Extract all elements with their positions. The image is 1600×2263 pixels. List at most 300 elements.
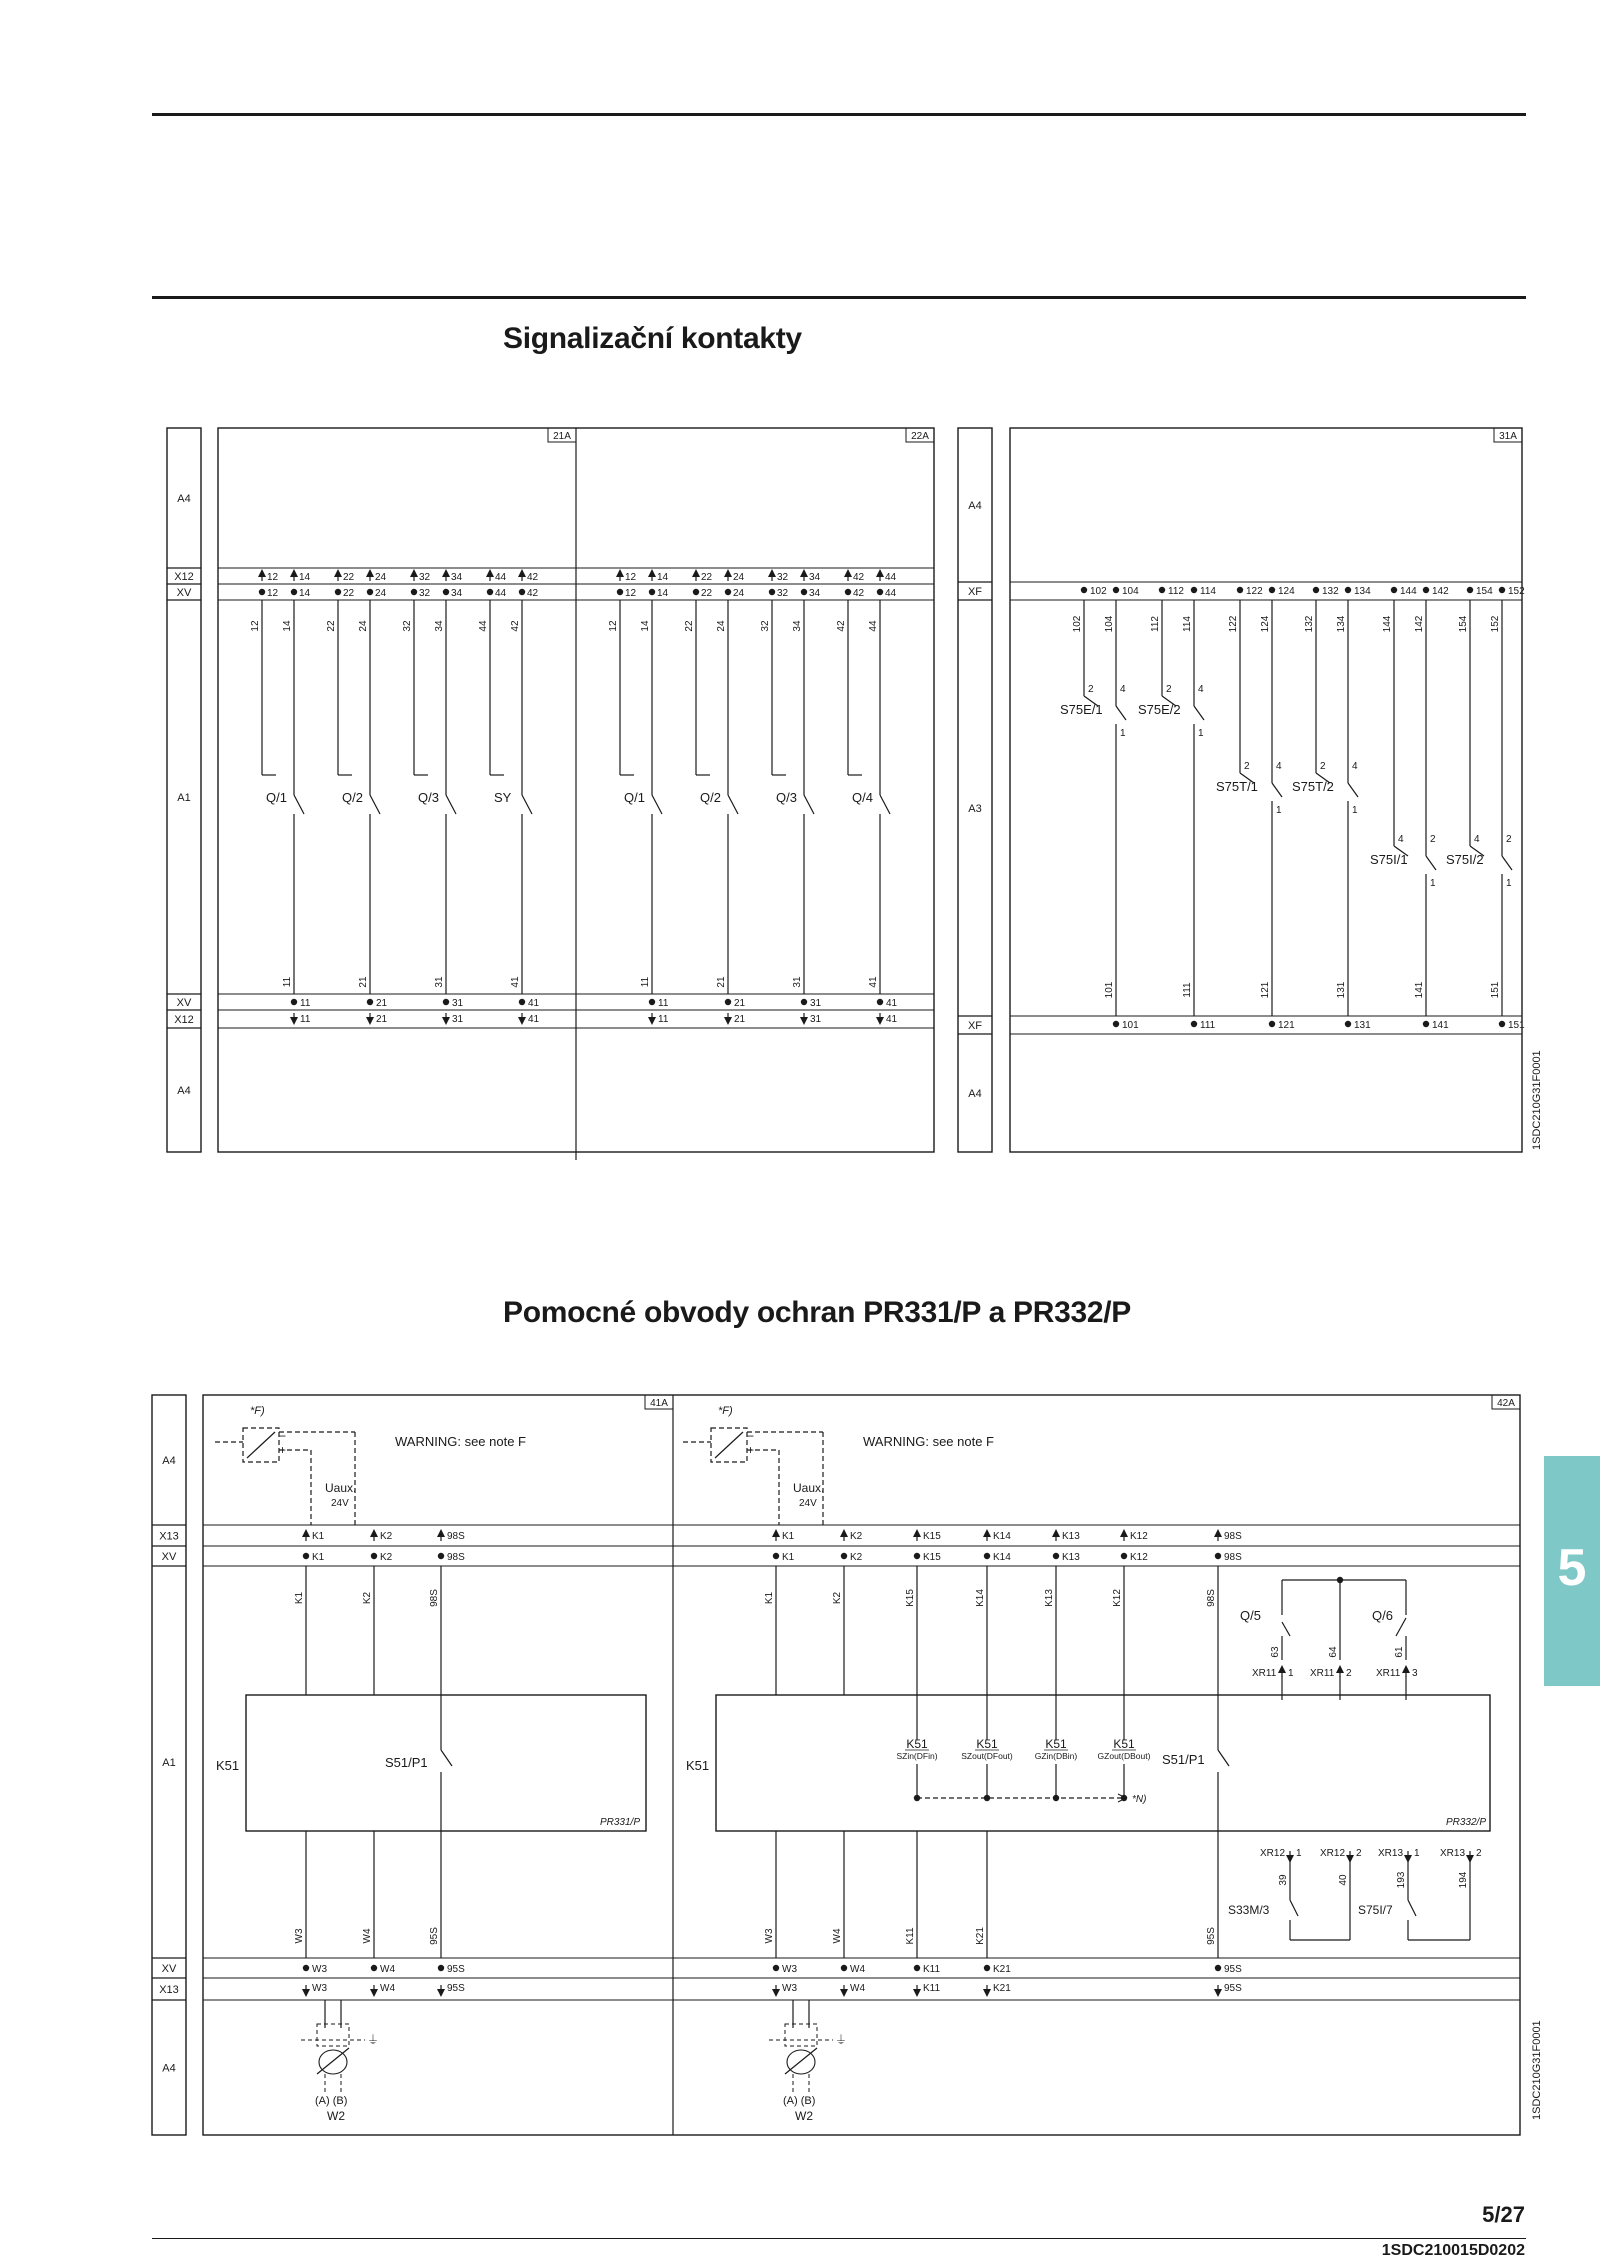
dot [1215,1965,1221,1971]
panel-tag-21a: 21A [553,431,571,442]
xr-pin: 1 [1288,1668,1294,1679]
terminal-22a-xv-44: 44 [885,588,897,599]
dot [1499,1021,1505,1027]
contact-blade [370,795,380,814]
dot [1423,587,1429,593]
terminal-42a-xv-K12: K12 [1130,1552,1148,1563]
terminal-41a-top-K2: K2 [380,1531,393,1542]
terminal-41a-xv-W3: W3 [312,1964,327,1975]
pin: 2 [1244,761,1250,772]
contact-31a-s75e/1: S75E/1 [1060,702,1103,717]
terminal-22a-xv-31: 31 [810,998,822,1009]
dot-22a-44 [877,589,883,595]
contact-blade [1408,1900,1416,1916]
terminal-42a-xv-K21: K21 [993,1964,1011,1975]
terminal-42a-top-K12: K12 [1130,1531,1148,1542]
note-f: *F) [718,1405,733,1417]
row-label-x12: X12 [174,571,194,583]
contact-blade [804,795,814,814]
psu-minus: − [747,1429,755,1443]
row-label-a1: A1 [162,1757,176,1769]
terminal-21a-top-42: 42 [527,572,539,583]
contact-blade [1290,1900,1298,1916]
pin: 4 [1398,834,1404,845]
dot [1345,1021,1351,1027]
wire-num-22a-42: 42 [836,620,847,632]
wire-num-31a-134: 134 [1336,615,1347,633]
section-heading-aux-circuits: Pomocné obvody ochran PR331/P a PR332/P [503,1296,1131,1329]
xr-pin: 2 [1476,1848,1482,1859]
wire-num-42a-K21: K21 [975,1927,986,1945]
contact-blade [441,1750,452,1766]
psu-plus: + [279,1443,287,1457]
terminal-22a-top-42: 42 [853,572,865,583]
wire-num-31a-151: 151 [1490,981,1501,999]
dot [984,1553,990,1559]
dot [1499,587,1505,593]
terminal-41a-xv-95S: 95S [447,1964,465,1975]
zone-relay-label: K51 [1045,1737,1067,1751]
dot [801,999,807,1005]
wire-num-31a-104: 104 [1104,615,1115,633]
terminal-42a-x13-W4: W4 [850,1983,865,1994]
xr-label: XR13 [1378,1848,1404,1859]
wire-num-31a-131: 131 [1336,981,1347,999]
terminal-22a-xv-32: 32 [777,588,789,599]
s-num: 194 [1458,1871,1469,1889]
dot [649,999,655,1005]
trip-unit-box-pr331 [246,1695,646,1831]
sensor-wire-label: W2 [327,2109,345,2123]
terminal-21a-xv-42: 42 [527,588,539,599]
terminal-31a-top-122: 122 [1246,586,1263,597]
terminal-22a-xv-11: 11 [658,998,669,1009]
q-num: 63 [1270,1646,1281,1658]
terminal-31a-xf-131: 131 [1354,1020,1371,1031]
dot [725,999,731,1005]
terminal-41a-x13-W4: W4 [380,1983,395,1994]
wire-num-31a-124: 124 [1260,615,1271,633]
contact-s51: S51/P1 [1162,1752,1205,1767]
terminal-22a-xv-41: 41 [886,998,898,1009]
terminal-22a-xv-34: 34 [809,588,821,599]
unit-label-pr332: PR332/P [1445,1817,1486,1828]
q-num: 64 [1328,1646,1339,1658]
wire-num-41a-95S: 95S [429,1927,440,1945]
wire-num-31a-141: 141 [1414,981,1425,999]
chapter-tab-number: 5 [1557,1539,1587,1597]
terminal-21a-xv-24: 24 [375,588,387,599]
terminal-22a-xv-14: 14 [657,588,669,599]
row-label-right-xf: XF [967,1020,983,1032]
note-n: *N) [1132,1794,1147,1805]
wire-num-21a-11: 11 [282,976,293,988]
wire-num-42a-95S: 95S [1206,1927,1217,1945]
row-label-right-xf: XF [967,586,983,598]
terminal-22a-top-12: 12 [625,572,637,583]
contact-31a-s75t/1: S75T/1 [1216,779,1258,794]
pin: 4 [1352,761,1358,772]
dot [877,999,883,1005]
terminal-42a-top-K14: K14 [993,1531,1011,1542]
terminal-22a-top-32: 32 [777,572,789,583]
contact-blade [1116,706,1126,720]
terminal-21a-xv-12: 12 [267,588,279,599]
wire-num-21a-42: 42 [510,620,521,632]
wire-num-21a-14: 14 [282,620,293,632]
terminal-42a-xv-K13: K13 [1062,1552,1080,1563]
terminal-21a-xv-31: 31 [452,998,464,1009]
terminal-22a-x12-11: 11 [658,1014,669,1025]
drawing-code: 1SDC210G31F0001 [1531,2020,1543,2120]
wire-num-41a-K2: K2 [362,1591,373,1605]
dot [438,1553,444,1559]
wire-num-42a-K13: K13 [1044,1589,1055,1607]
contact-22a-q/1: Q/1 [624,790,645,805]
terminal-31a-top-114: 114 [1200,586,1216,597]
wire-num-22a-12: 12 [608,620,619,632]
terminal-21a-xv-14: 14 [299,588,311,599]
xr-label: XR12 [1320,1848,1346,1859]
contact-31a-s75e/2: S75E/2 [1138,702,1181,717]
pin: 2 [1166,684,1172,695]
contact-blade [728,795,738,814]
pin: 4 [1474,834,1480,845]
zone-relay-label: K51 [906,1737,928,1751]
contact-21a-q/3: Q/3 [418,790,439,805]
contact-21a-q/2: Q/2 [342,790,363,805]
terminal-22a-top-22: 22 [701,572,713,583]
wire-num-31a-122: 122 [1228,615,1239,633]
relay-label-k51: K51 [686,1758,710,1773]
terminal-41a-xv-K2: K2 [380,1552,393,1563]
wire-num-42a-K2: K2 [832,1591,843,1605]
dot-22a-14 [649,589,655,595]
terminal-41a-xv-K1: K1 [312,1552,325,1563]
dot [291,999,297,1005]
row-label-a4: A4 [162,2062,176,2075]
terminal-22a-x12-21: 21 [734,1014,746,1025]
panel-frame-right [1010,428,1522,1152]
wire-num-42a-K11: K11 [905,1927,916,1945]
terminal-42a-top-K15: K15 [923,1531,941,1542]
wire-num-31a-114: 114 [1182,616,1193,632]
row-label-x13: X13 [159,1530,179,1543]
warning-note: WARNING: see note F [395,1434,526,1449]
top-rule [152,113,1526,116]
pin: 1 [1276,805,1282,816]
wire-num-42a-W3: W3 [764,1928,775,1944]
terminal-42a-xv-K14: K14 [993,1552,1011,1563]
wire-num-21a-32: 32 [402,620,413,632]
contact-blade [1426,856,1436,870]
unit-label-pr331: PR331/P [599,1817,640,1828]
terminal-31a-xf-141: 141 [1432,1020,1449,1031]
terminal-42a-xv-K1: K1 [782,1552,795,1563]
dot [1159,587,1165,593]
terminal-42a-xv-K15: K15 [923,1552,941,1563]
terminal-42a-x13-K21: K21 [993,1983,1011,1994]
dot [1269,587,1275,593]
warning-note: WARNING: see note F [863,1434,994,1449]
page-number: 5/27 [1482,2202,1525,2227]
terminal-41a-top-98S: 98S [447,1531,465,1542]
terminal-21a-top-32: 32 [419,572,431,583]
dot-21a-22 [335,589,341,595]
zone-relay-sub: GZout(DBout) [1097,1751,1151,1761]
wire-num-22a-32: 32 [760,620,771,632]
wire-num-22a-34: 34 [792,620,803,632]
xr-label: XR13 [1440,1848,1466,1859]
dot-21a-42 [519,589,525,595]
dot [1423,1021,1429,1027]
panel-tag-31a: 31A [1499,431,1517,442]
wire-num-42a-K15: K15 [905,1589,916,1607]
terminal-22a-top-24: 24 [733,572,745,583]
dot [1053,1553,1059,1559]
uaux-label: Uaux. [325,1481,357,1495]
dot [438,1965,444,1971]
row-label-column [167,428,201,1152]
terminal-41a-x13-95S: 95S [447,1983,465,1994]
dot-22a-22 [693,589,699,595]
contact-blade [294,795,304,814]
row-label-a4: A4 [162,1455,176,1467]
terminal-21a-xv-44: 44 [495,588,507,599]
dot [914,1965,920,1971]
pin: 1 [1120,728,1126,739]
terminal-21a-x12-21: 21 [376,1014,388,1025]
terminal-31a-top-134: 134 [1354,586,1371,597]
wire-num-22a-14: 14 [640,620,651,632]
row-label-xv: XV [176,997,192,1009]
dot [303,1965,309,1971]
wire-num-22a-21: 21 [716,976,727,988]
wire-num-21a-31: 31 [434,976,445,988]
contact-blade [1282,1622,1290,1636]
wire-num-22a-44: 44 [868,620,879,632]
terminal-42a-top-K2: K2 [850,1531,863,1542]
psu-diagonal [715,1432,743,1458]
terminal-21a-xv-41: 41 [528,998,540,1009]
wire-num-41a-W4: W4 [362,1928,373,1944]
terminal-21a-top-22: 22 [343,572,355,583]
pin: 1 [1506,878,1512,889]
pin: 1 [1198,728,1204,739]
terminal-31a-xf-101: 101 [1122,1020,1139,1031]
pin: 4 [1120,684,1126,695]
terminal-31a-top-144: 144 [1400,586,1417,597]
terminal-31a-top-142: 142 [1432,586,1449,597]
dot-21a-24 [367,589,373,595]
dot [914,1553,920,1559]
xr-pin: 3 [1412,1668,1418,1679]
wire-num-21a-24: 24 [358,620,369,632]
terminal-31a-top-132: 132 [1322,586,1339,597]
terminal-42a-xv-W4: W4 [850,1964,865,1975]
contact-31a-s75i/1: S75I/1 [1370,852,1408,867]
xr-pin: 1 [1296,1848,1302,1859]
contact-q5: Q/5 [1240,1608,1261,1623]
dot [1191,587,1197,593]
trip-unit-box-pr332 [716,1695,1490,1831]
wire-num-22a-22: 22 [684,620,695,632]
contact-blade [446,795,456,814]
terminal-21a-top-12: 12 [267,572,279,583]
row-label-right-a3: A3 [968,803,982,815]
dot [371,1553,377,1559]
terminal-42a-x13-W3: W3 [782,1983,797,1994]
panel-tag-41a: 41A [650,1398,668,1409]
terminal-22a-x12-31: 31 [810,1014,822,1025]
s-num: 40 [1338,1874,1349,1886]
dot [1345,587,1351,593]
dot [367,999,373,1005]
terminal-41a-x13-W3: W3 [312,1983,327,1994]
terminal-21a-x12-41: 41 [528,1014,540,1025]
terminal-31a-top-104: 104 [1122,586,1139,597]
terminal-21a-xv-32: 32 [419,588,431,599]
contact-22a-q/3: Q/3 [776,790,797,805]
sensor-diagonal [317,2048,349,2074]
dot-21a-14 [291,589,297,595]
wire-num-42a-K12: K12 [1112,1589,1123,1607]
terminal-22a-top-44: 44 [885,572,897,583]
footer-rule [152,2238,1526,2239]
xr-label: XR11 [1310,1668,1335,1679]
aux-circuits-diagram [0,1380,1600,2160]
xr-label: XR12 [1260,1848,1286,1859]
sensor-ab-label: (A) (B) [783,2095,816,2107]
wire-num-21a-41: 41 [510,976,521,988]
wire-num-31a-111: 111 [1182,982,1193,998]
terminal-42a-top-K13: K13 [1062,1531,1080,1542]
dot [1113,587,1119,593]
terminal-22a-xv-12: 12 [625,588,637,599]
dot [1191,1021,1197,1027]
terminal-22a-xv-22: 22 [701,588,713,599]
xr-pin: 1 [1414,1848,1420,1859]
dot [519,999,525,1005]
contact-blade [1348,783,1358,797]
sensor-diagonal [785,2048,817,2074]
contact-21a-sy: SY [494,790,512,805]
wire-num-42a-W4: W4 [832,1928,843,1944]
dot-22a-24 [725,589,731,595]
pin: 2 [1506,834,1512,845]
drawing-code: 1SDC210G31F0001 [1531,1050,1543,1150]
document-number: 1SDC210015D0202 [1381,2242,1525,2259]
dot [1269,1021,1275,1027]
sensor-box-42a [785,2024,817,2046]
terminal-42a-xv-W3: W3 [782,1964,797,1975]
wire-num-41a-W3: W3 [294,1928,305,1944]
dot-22a-42 [845,589,851,595]
terminal-31a-xf-121: 121 [1278,1020,1295,1031]
terminal-21a-xv-34: 34 [451,588,463,599]
terminal-21a-top-34: 34 [451,572,463,583]
terminal-21a-x12-11: 11 [300,1014,311,1025]
row-label-right-a4: A4 [968,1088,982,1100]
terminal-31a-xf-111: 111 [1200,1020,1216,1031]
contact-blade [880,795,890,814]
terminal-31a-top-154: 154 [1476,586,1493,597]
dot [1313,587,1319,593]
voltage-label: 24V [331,1498,349,1509]
terminal-21a-top-14: 14 [299,572,311,583]
contact-blade [1396,1618,1406,1636]
wire-num-21a-34: 34 [434,620,445,632]
wire-num-31a-152: 152 [1490,615,1501,633]
pin: 2 [1088,684,1094,695]
contact-blade [652,795,662,814]
terminal-41a-xv-W4: W4 [380,1964,395,1975]
wire-num-31a-154: 154 [1458,615,1469,633]
dot [1113,1021,1119,1027]
dot [984,1965,990,1971]
row-label-column-right [958,428,992,1152]
contact-31a-s75i/2: S75I/2 [1446,852,1484,867]
terminal-41a-top-K1: K1 [312,1531,325,1542]
contact-s33m3: S33M/3 [1228,1903,1270,1917]
terminal-31a-top-112: 112 [1168,586,1184,597]
wire-num-22a-41: 41 [868,976,879,988]
contact-31a-s75t/2: S75T/2 [1292,779,1334,794]
contact-21a-q/1: Q/1 [266,790,287,805]
terminal-42a-xv-95S: 95S [1224,1964,1242,1975]
wire-num-22a-24: 24 [716,620,727,632]
pin: 2 [1430,834,1436,845]
signal-contacts-diagram [0,400,1600,1300]
wire-num-41a-K1: K1 [294,1591,305,1605]
dot [773,1553,779,1559]
zone-relay-label: K51 [1113,1737,1135,1751]
wire-num-22a-31: 31 [792,976,803,988]
terminal-41a-xv-98S: 98S [447,1552,465,1563]
terminal-21a-top-24: 24 [375,572,387,583]
dot-22a-32 [769,589,775,595]
dot [1081,587,1087,593]
row-label-a4: A4 [177,1085,191,1097]
dot-21a-12 [259,589,265,595]
terminal-22a-xv-21: 21 [734,998,746,1009]
psu-diagonal [247,1432,275,1458]
contact-22a-q/2: Q/2 [700,790,721,805]
pin: 4 [1198,684,1204,695]
contact-blade [1218,1750,1229,1766]
psu-plus: + [747,1443,755,1457]
terminal-22a-xv-24: 24 [733,588,745,599]
wire-num-31a-102: 102 [1072,615,1083,633]
terminal-42a-xv-98S: 98S [1224,1552,1242,1563]
terminal-21a-x12-31: 31 [452,1014,464,1025]
terminal-31a-xf-151: 151 [1508,1020,1525,1031]
wire-num-42a-K1: K1 [764,1591,775,1605]
terminal-31a-top-124: 124 [1278,586,1295,597]
voltage-label: 24V [799,1498,817,1509]
dot-22a-12 [617,589,623,595]
wire-num-22a-11: 11 [640,976,651,988]
zone-relay-sub: SZin(DFin) [896,1751,938,1761]
pin: 4 [1276,761,1282,772]
terminal-42a-xv-K11: K11 [923,1964,941,1975]
s-num: 193 [1396,1871,1407,1889]
dot [1121,1553,1127,1559]
pin: 2 [1320,761,1326,772]
terminal-22a-x12-41: 41 [886,1014,898,1025]
contact-blade [1272,783,1282,797]
wire-num-31a-112: 112 [1150,616,1161,632]
